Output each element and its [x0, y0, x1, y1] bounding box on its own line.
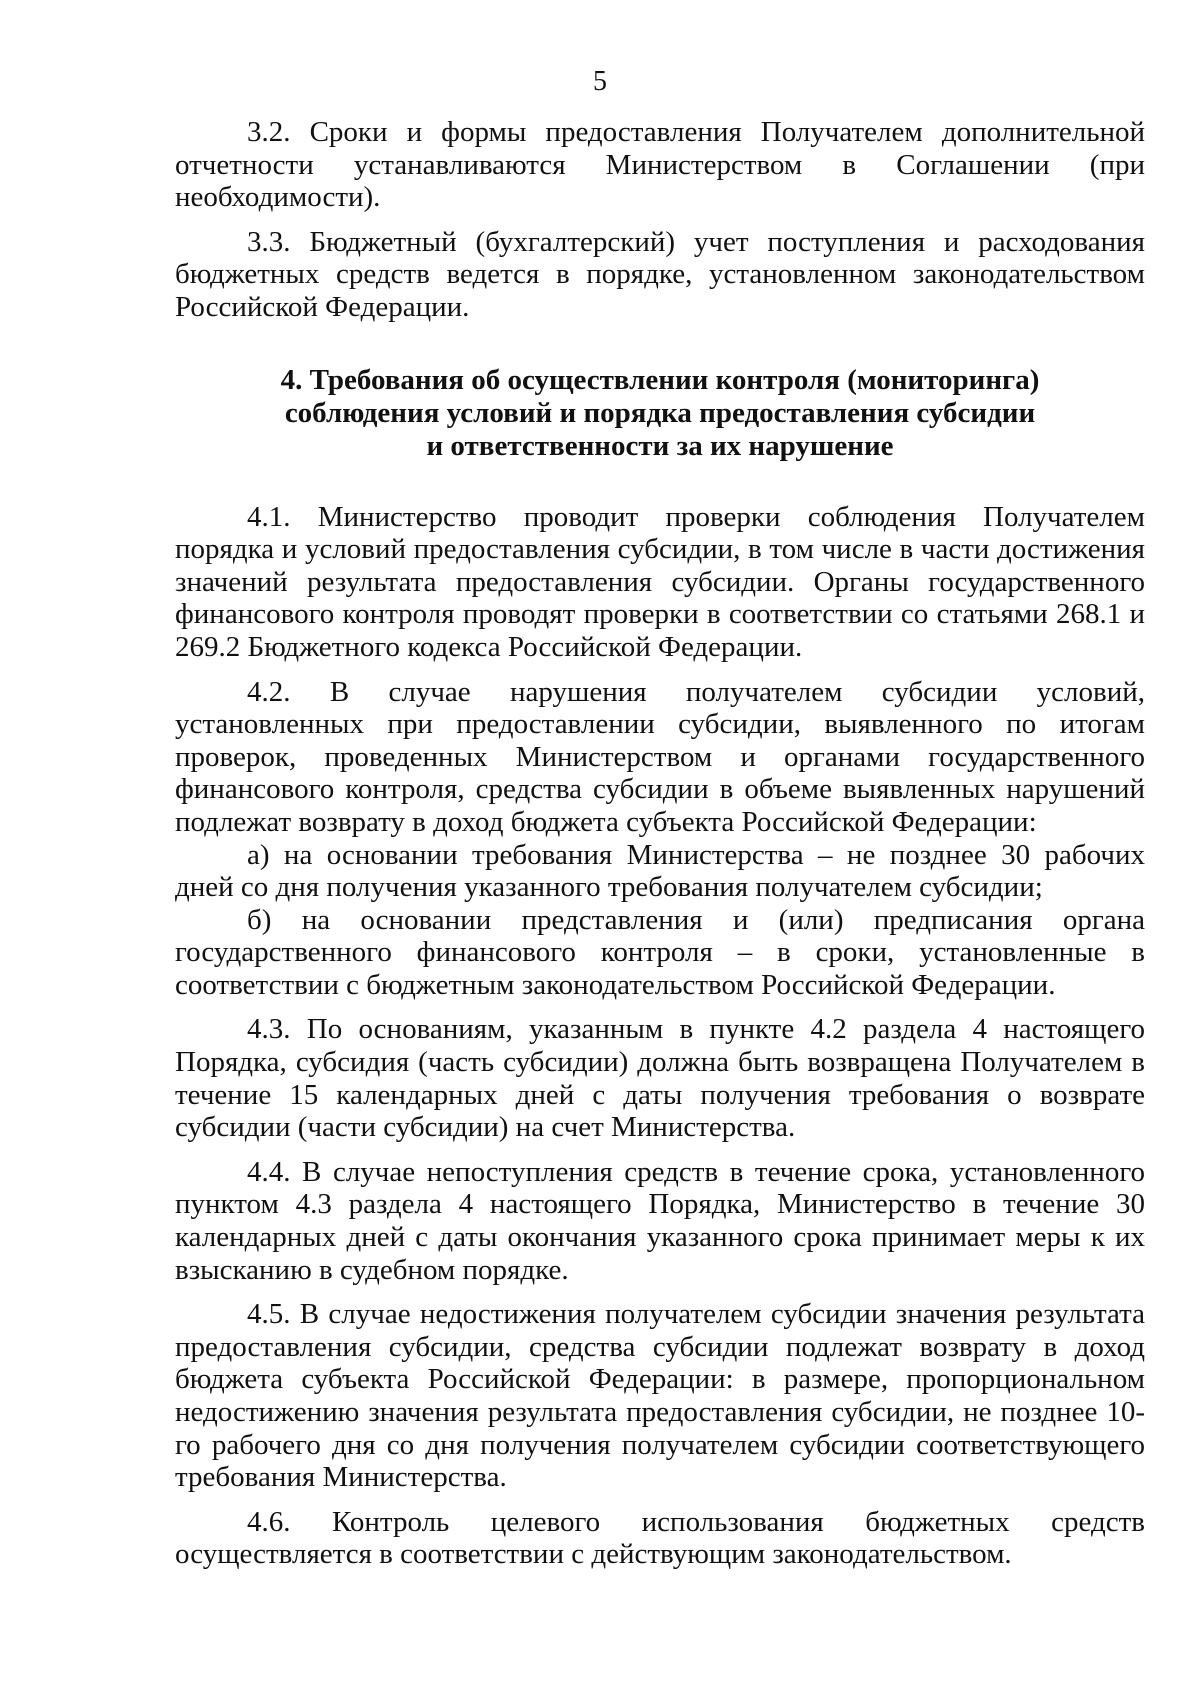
paragraph-4-2-a: а) на основании требования Министерства – не позднее 30 рабочих дней со дня получения указанного требования получателем субсидии; [175, 838, 1145, 904]
paragraph-4-6: 4.6. Контроль целевого использования бюджетных средств осуществляется в соответствии с действующим законодательством. [175, 1505, 1145, 1571]
section-4-heading-line-3: и ответственности за их нарушение [426, 429, 894, 462]
document-body [175, 116, 1145, 1571]
paragraph-4-2-b: б) на основании представления и (или) предписания органа государственного финансового контроля – в сроки, установленные в соответствии с бюджетным законодательством Российской Федерации. [175, 903, 1145, 1001]
paragraph-4-5: 4.5. В случае недостижения получателем субсидии значения результата предоставления субсидии, средства субсидии подлежат возврату в доход бюджета субъекта Российской Федерации: в размере, пропорциональном недостижению значения результата предоставления субсидии, не позднее 10-го рабочего дня со дня получения получателем субсидии соответствующего требования Министерства. [175, 1298, 1145, 1494]
section-4-heading-line-1: 4. Требования об осуществлении контроля (мониторинга) [280, 363, 1040, 396]
section-4-heading [175, 364, 1145, 463]
paragraph-4-4: 4.4. В случае непоступления средств в течение срока, установленного пунктом 4.3 раздела 4 настоящего Порядка, Министерство в течение 30 календарных дней с даты окончания указанного срока принимает меры к их взысканию в судебном порядке. [175, 1155, 1145, 1286]
paragraph-4-1: 4.1. Министерство проводит проверки соблюдения Получателем порядка и условий предоставления субсидии, в том числе в части достижения значений результата предоставления субсидии. Органы государственного финансового контроля проводят проверки в соответствии со статьями 268.1 и 269.2 Бюджетного кодекса Российской Федерации. [175, 500, 1145, 663]
paragraph-3-2: 3.2. Сроки и формы предоставления Получателем дополнительной отчетности устанавливаются Министерством в Соглашении (при необходимости). [175, 116, 1145, 214]
section-4-heading-line-2: соблюдения условий и порядка предоставления субсидии [284, 396, 1036, 429]
paragraph-3-3: 3.3. Бюджетный (бухгалтерский) учет поступления и расходования бюджетных средств ведется в порядке, установленном законодательством Российской Федерации. [175, 225, 1145, 323]
page-number: 5 [593, 66, 607, 97]
paragraph-4-2: 4.2. В случае нарушения получателем субсидии условий, установленных при предоставлении субсидии, выявленного по итогам проверок, проведенных Министерством и органами государственного финансового контроля, средства субсидии в объеме выявленных нарушений подлежат возврату в доход бюджета субъекта Российской Федерации: [175, 675, 1145, 838]
paragraph-4-3: 4.3. По основаниям, указанным в пункте 4.2 раздела 4 настоящего Порядка, субсидия (часть субсидии) должна быть возвращена Получателем в течение 15 календарных дней с даты получения требования о возврате субсидии (части субсидии) на счет Министерства. [175, 1013, 1145, 1144]
